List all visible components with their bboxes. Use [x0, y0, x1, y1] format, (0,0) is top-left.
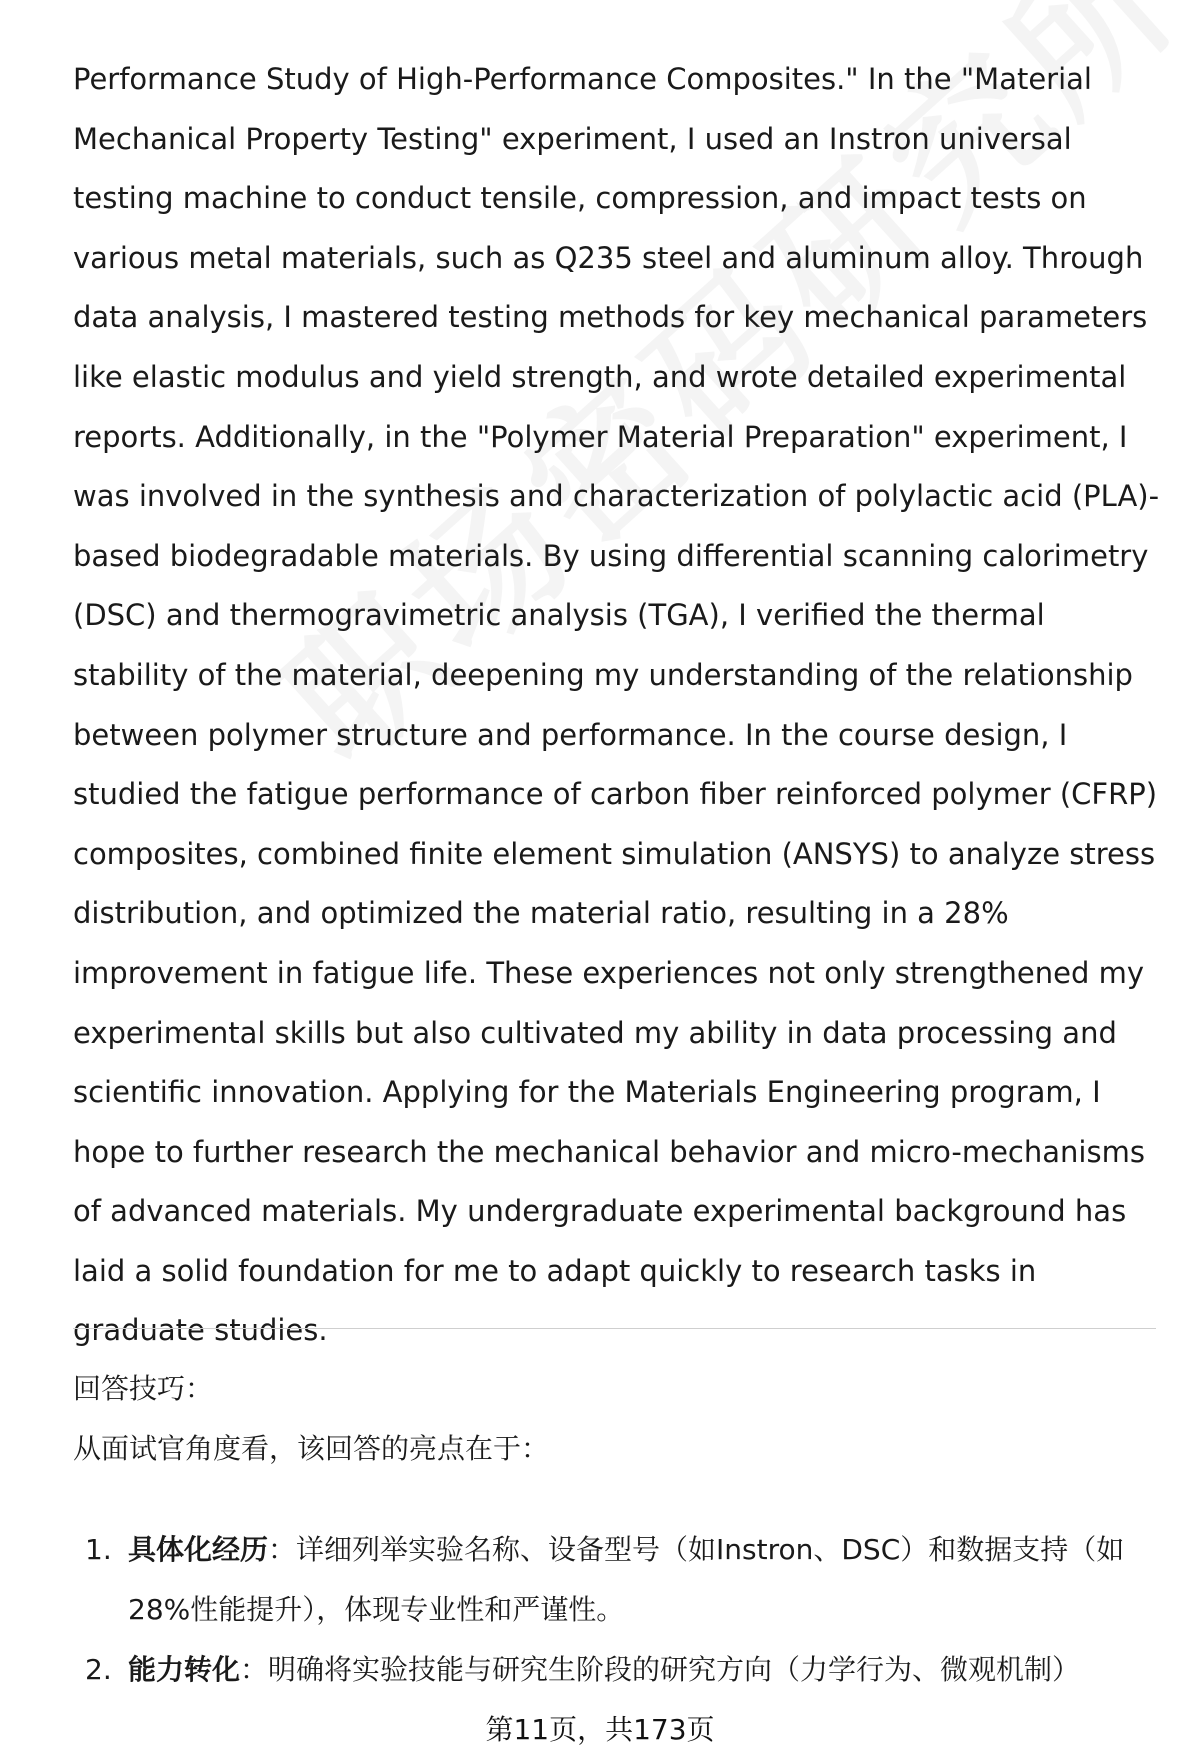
tips-heading: 回答技巧： [73, 1372, 214, 1405]
list-item [73, 1640, 1163, 1700]
list-item-number: 2. [85, 1653, 112, 1686]
section-divider [73, 1328, 1156, 1329]
list-item-text: ：明确将实验技能与研究生阶段的研究方向（力学行为、微观机制） [240, 1653, 1081, 1686]
list-item-number: 1. [85, 1533, 112, 1566]
tips-list [73, 1520, 1163, 1700]
list-item-title: 具体化经历 [128, 1533, 269, 1566]
page-footer: 第11页，共173页 [485, 1713, 715, 1746]
body-paragraph: Performance Study of High-Performance Composites." In the "Material Mechanical Property Testing" experiment, I used an Instron universal testing machine to conduct tensile, compression, and impact tests on various metal materials, such as Q235 steel and aluminum alloy. Through data analysis, I mastered testing methods for key mechanical parameters like elastic modulus and yield strength, and wrote detailed experimental reports. Additionally, in the "Polymer Material Preparation" experiment, I was involved in the synthesis and characterization of polylactic acid (PLA)-based biodegradable materials. By using differential scanning calorimetry (DSC) and thermogravimetric analysis (TGA), I verified the thermal stability of the material, deepening my understanding of the relationship between polymer structure and performance. In the course design, I studied the fatigue performance of carbon fiber reinforced polymer (CFRP) composites, combined finite element simulation (ANSYS) to analyze stress distribution, and optimized the material ratio, resulting in a 28% improvement in fatigue life. These experiences not only strengthened my experimental skills but also cultivated my ability in data processing and scientific innovation. Applying for the Materials Engineering program, I hope to further research the mechanical behavior and micro-mechanisms of advanced materials. My undergraduate experimental background has laid a solid foundation for me to adapt quickly to research tasks in graduate studies. [73, 62, 1160, 1348]
tips-intro: 从面试官角度看，该回答的亮点在于： [73, 1432, 550, 1465]
list-item-title: 能力转化 [128, 1653, 241, 1686]
list-item-text: ：详细列举实验名称、设备型号（如Instron、DSC）和数据支持（如28%性能提升），体现专业性和严谨性。 [128, 1533, 1125, 1626]
list-item [73, 1520, 1163, 1640]
